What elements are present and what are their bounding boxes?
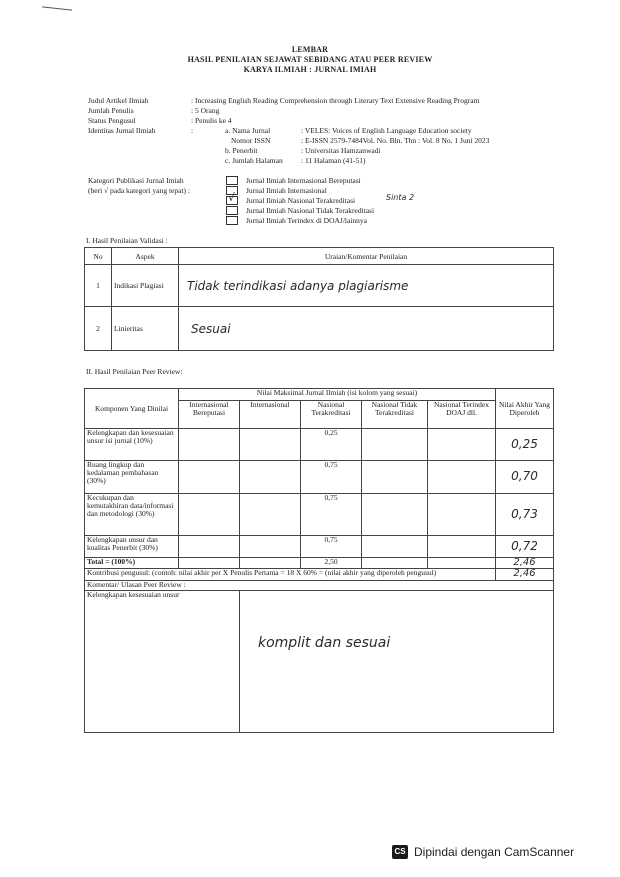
nama-jurnal-label: a. Nama Jurnal	[225, 126, 271, 135]
jumlah-label: Jumlah Penulis	[88, 106, 134, 115]
section-2-title: II. Hasil Penilaian Peer Review:	[86, 367, 183, 376]
scan-mark	[42, 6, 72, 10]
kontribusi-text: Kontribusi pengusul: (contoh: nilai akhir per X Penulis Pertama = 18 X 60% = (nilai akhir yang diperoleh pengusul)	[85, 569, 496, 581]
section-1-title: I. Hasil Penilaian Validasi :	[86, 236, 168, 245]
handwritten-sinta: Sinta 2	[386, 193, 415, 202]
halaman-label: c. Jumlah Halaman	[225, 156, 283, 165]
halaman-value: : 11 Halaman (41-51)	[301, 156, 366, 165]
issn-value: : E-ISSN 2579-7484Vol. No. Bln. Thn : Vol. 8 No. 1 Juni 2023	[301, 136, 490, 145]
kategori-hint: (beri √ pada kategori yang tepat) :	[88, 186, 190, 195]
camscanner-icon: CS	[392, 845, 408, 859]
camscanner-watermark	[392, 845, 574, 859]
row-no: 2	[85, 307, 112, 351]
camscanner-text: Dipindai dengan CamScanner	[414, 845, 575, 859]
komentar-row	[85, 591, 554, 733]
h-doaj: Nasional Terindex DOAJ dll.	[428, 401, 496, 429]
h-intl-bereputasi: Internasional Bereputasi	[179, 401, 240, 429]
komentar-label: Komentar/ Ulasan Peer Review :	[85, 581, 554, 591]
table-row	[85, 494, 554, 536]
h-group: Nilai Maksimal Jurnal Ilmiah (isi kolom yang sesuai)	[179, 389, 496, 401]
komentar-text: komplit dan sesuai	[258, 635, 391, 651]
max-cell: 0,75	[301, 494, 362, 536]
akhir-value: 0,25	[511, 436, 538, 451]
h-intl: Internasional	[240, 401, 301, 429]
table-row	[85, 265, 554, 307]
identitas-colon: :	[191, 126, 194, 135]
option-nasional-tidak: Jurnal Ilmiah Nasional Tidak Terakreditasi	[246, 206, 375, 215]
total-akhir: 2,46	[513, 557, 536, 568]
h-komponen: Komponen Yang Dinilai	[85, 389, 179, 429]
akhir-cell	[496, 461, 554, 494]
penerbit-value: : Universitas Hamzanwadi	[301, 146, 381, 155]
total-max: 2,50	[301, 558, 362, 569]
col-uraian: Uraian/Komentar Penilaian	[179, 248, 554, 265]
checkbox-intl-bereputasi[interactable]	[226, 176, 238, 185]
h-nasional-terakreditasi: Nasional Terakreditasi	[301, 401, 362, 429]
akhir-value: 0,70	[511, 469, 538, 483]
status-value: : Penulis ke 4	[191, 116, 232, 125]
table-row	[85, 536, 554, 558]
row-aspek: Linieritas	[112, 307, 179, 351]
total-akhir-cell	[496, 558, 554, 569]
status-label: Status Pengusul	[88, 116, 136, 125]
total-label: Total = (100%)	[85, 558, 179, 569]
checkbox-nasional-tidak[interactable]	[226, 206, 238, 215]
kategori-label: Kategori Publikasi Jurnal Imiah	[88, 176, 184, 185]
row-aspek: Indikasi Plagiasi	[112, 265, 179, 307]
komponen-cell: Kelengkapan dan kesesuaian unsur isi jurnal (10%)	[85, 429, 179, 461]
akhir-value: 0,73	[511, 506, 538, 521]
issn-label: Nomor ISSN	[231, 136, 271, 145]
akhir-cell	[496, 536, 554, 558]
identitas-label: Identitas Jurnal Ilmiah	[88, 126, 156, 135]
akhir-cell	[496, 429, 554, 461]
option-nasional-terakreditasi: Jurnal Ilmiah Nasional Terakreditasi	[246, 196, 356, 205]
komentar-header-row	[85, 581, 554, 591]
komponen-cell: Ruang lingkup dan kedalaman pembahasan (30%)	[85, 461, 179, 494]
max-cell: 0,75	[301, 461, 362, 494]
max-cell: 0,75	[301, 536, 362, 558]
penerbit-label: b. Penerbit	[225, 146, 258, 155]
jumlah-value: : 5 Orang	[191, 106, 220, 115]
row-no: 1	[85, 265, 112, 307]
option-intl: Jurnal Ilmiah Internasional	[246, 186, 327, 195]
peer-review-table	[84, 388, 554, 733]
option-intl-bereputasi: Jurnal Ilmiah Internasional Bereputasi	[246, 176, 361, 185]
checkbox-doaj[interactable]	[226, 216, 238, 225]
row-komentar	[179, 307, 554, 351]
komentar-sub: Kelengkapan kesesuaian unsur	[85, 591, 240, 733]
max-cell: 0,25	[301, 429, 362, 461]
title-line-3: KARYA ILMIAH : JURNAL IMIAH	[243, 65, 377, 74]
col-aspek: Aspek	[112, 248, 179, 265]
validasi-table	[84, 247, 554, 351]
h-nasional-tidak: Nasional Tidak Terakreditasi	[362, 401, 428, 429]
kontribusi-cell	[496, 569, 554, 581]
title-line-1: LEMBAR	[291, 45, 329, 54]
total-row	[85, 558, 554, 569]
kontribusi-row	[85, 569, 554, 581]
komentar-linieritas: Sesuai	[191, 321, 231, 336]
check-mark: √	[228, 191, 236, 204]
row-komentar	[179, 265, 554, 307]
komponen-cell: Kelengkapan unsur dan kualitas Penerbit (30%)	[85, 536, 179, 558]
h-akhir: Nilai Akhir Yang Diperoleh	[496, 389, 554, 429]
komponen-cell: Kecukupan dan kemutakhiran data/informasi dan metodologi (30%)	[85, 494, 179, 536]
nama-jurnal-value: : VELES: Voices of English Language Education society	[301, 126, 472, 135]
title-line-2: HASIL PENILAIAN SEJAWAT SEBIDANG ATAU PEER REVIEW	[187, 55, 433, 64]
table-row	[85, 429, 554, 461]
judul-value: : Increasing English Reading Comprehension through Literary Text Extensive Reading Program	[191, 96, 480, 105]
option-doaj: Jurnal Ilmiah Terindex di DOAJ/lainnya	[246, 216, 367, 225]
table-row	[85, 461, 554, 494]
akhir-value: 0,72	[511, 538, 538, 553]
komentar-plagiasi: Tidak terindikasi adanya plagiarisme	[187, 278, 409, 293]
col-no: No	[85, 248, 112, 265]
judul-label: Judul Artikel Ilmiah	[88, 96, 149, 105]
kontribusi-value: 2,46	[513, 568, 536, 579]
akhir-cell	[496, 494, 554, 536]
table-row	[85, 307, 554, 351]
komentar-cell	[240, 591, 554, 733]
